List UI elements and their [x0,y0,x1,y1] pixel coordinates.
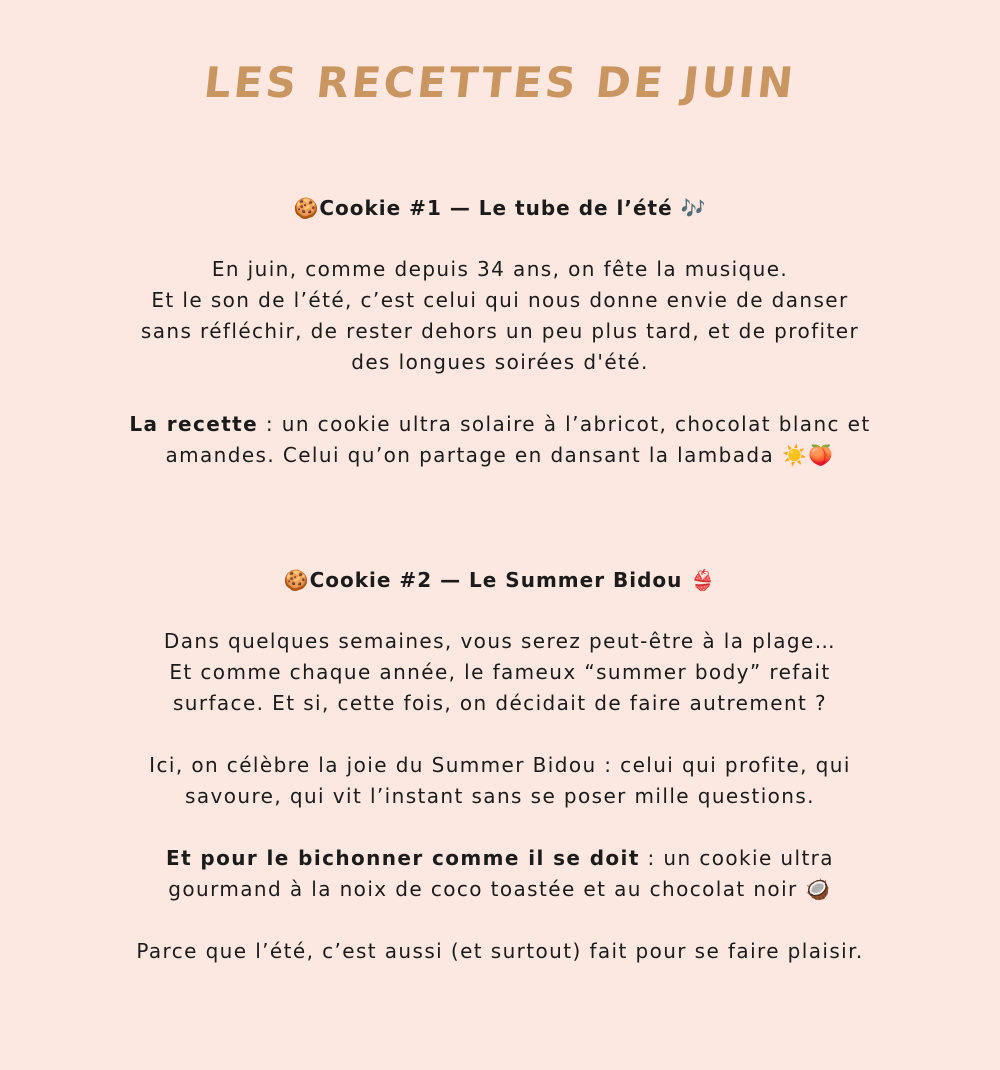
cookie-1-intro-line: En juin, comme depuis 34 ans, on fête la musique. [211,257,789,281]
cookie-2-section [60,565,940,967]
recipe-text-line: amandes. Celui qu’on partage en dansant la lambada ☀️🍑 [165,443,835,467]
cookie-icon: 🍪 [293,196,320,220]
cookie-1-intro-line: des longues soirées d'été. [351,350,649,374]
cookie-1-heading [60,193,940,223]
cookie-1-section [60,193,940,471]
cookie-2-heading [60,565,940,595]
cookie-2-intro-line: surface. Et si, cette fois, on décidait de faire autrement ? [172,691,828,715]
cookie-2-joy-line: Ici, on célèbre la joie du Summer Bidou : celui qui profite, qui [149,753,851,777]
recipe-text-line: gourmand à la noix de coco toastée et au chocolat noir 🥥 [168,877,832,901]
music-notes-icon: 🎶 [680,196,707,220]
cookie-2-title: Cookie #2 — Le Summer Bidou [309,568,683,592]
cookie-2-joy-line: savoure, qui vit l’instant sans se poser mille questions. [185,784,815,808]
pamper-label: Et pour le bichonner comme il se doit [166,846,640,870]
cookie-1-intro-line: Et le son de l’été, c’est celui qui nous donne envie de danser [151,288,849,312]
cookie-2-intro [60,626,940,719]
recipe-label: La recette [129,412,259,436]
closing-line: Parce que l’été, c’est aussi (et surtout) fait pour se faire plaisir. [136,939,864,963]
cookie-2-intro-line: Dans quelques semaines, vous serez peut-être à la plage… [163,629,837,653]
cookie-icon: 🍪 [283,568,310,592]
cookie-1-recipe [60,409,940,471]
cookie-2-intro-line: Et comme chaque année, le fameux “summer body” refait [169,660,831,684]
recipe-text-line: : un cookie ultra solaire à l’abricot, chocolat blanc et [258,412,871,436]
bikini-icon: 👙 [690,568,717,592]
cookie-1-intro [60,254,940,378]
cookie-2-recipe [60,843,940,905]
cookie-1-title: Cookie #1 — Le tube de l’été [319,196,673,220]
cookie-2-joy [60,750,940,812]
page-title: LES RECETTES DE JUIN [201,58,799,107]
cookie-1-intro-line: sans réfléchir, de rester dehors un peu plus tard, et de profiter [140,319,860,343]
recipe-text-line: : un cookie ultra [639,846,834,870]
